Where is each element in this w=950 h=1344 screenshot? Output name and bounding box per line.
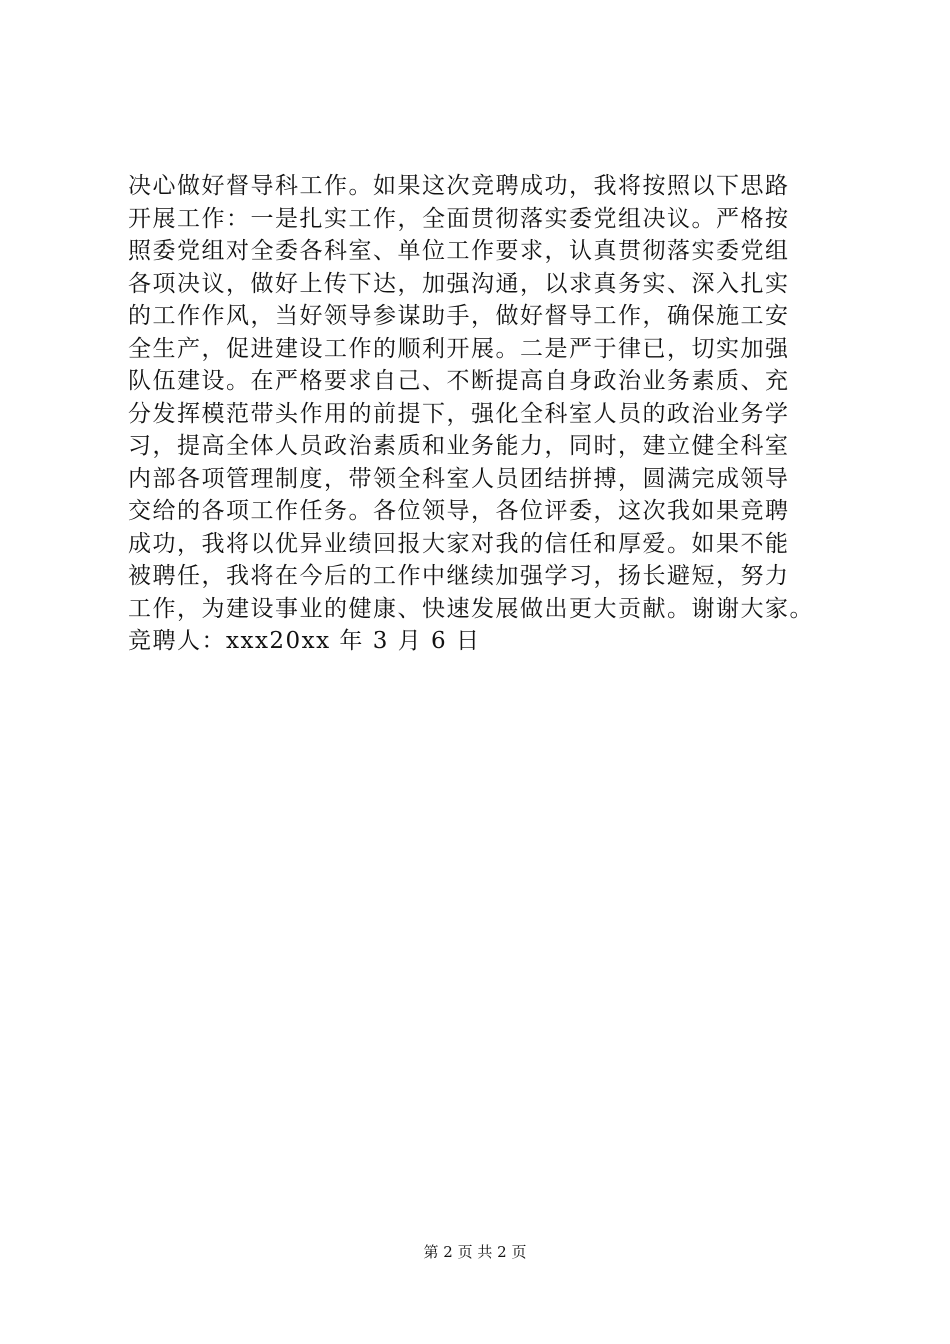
- signature-line: 竞聘人：xxx20xx 年 3 月 6 日: [128, 628, 481, 654]
- page-footer: 第 2 页 共 2 页: [423, 1243, 527, 1261]
- text-line: 习，提高全体人员政治素质和业务能力，同时，建立健全科室: [128, 433, 790, 459]
- text-line: 队伍建设。在严格要求自己、不断提高自身政治业务素质、充: [128, 368, 790, 394]
- text-line: 照委党组对全委各科室、单位工作要求，认真贯彻落实委党组: [128, 238, 790, 264]
- text-line: 决心做好督导科工作。如果这次竞聘成功，我将按照以下思路: [128, 173, 790, 199]
- text-line: 内部各项管理制度，带领全科室人员团结拼搏，圆满完成领导: [128, 465, 790, 492]
- text-line: 成功，我将以优异业绩回报大家对我的信任和厚爱。如果不能: [128, 530, 790, 557]
- text-line: 的工作作风，当好领导参谋助手，做好督导工作，确保施工安: [128, 303, 790, 329]
- text-line: 分发挥模范带头作用的前提下，强化全科室人员的政治业务学: [128, 400, 790, 427]
- text-line: 开展工作：一是扎实工作，全面贯彻落实委党组决议。严格按: [128, 205, 790, 232]
- body-text: [128, 170, 858, 658]
- text-line: 被聘任，我将在今后的工作中继续加强学习，扬长避短，努力: [128, 563, 790, 589]
- text-line: 各项决议，做好上传下达，加强沟通，以求真务实、深入扎实: [128, 270, 790, 297]
- text-line: 交给的各项工作任务。各位领导，各位评委，这次我如果竞聘: [128, 498, 790, 524]
- text-line: 全生产，促进建设工作的顺利开展。二是严于律已，切实加强: [128, 335, 790, 362]
- text-line: 工作，为建设事业的健康、快速发展做出更大贡献。谢谢大家。: [128, 595, 814, 622]
